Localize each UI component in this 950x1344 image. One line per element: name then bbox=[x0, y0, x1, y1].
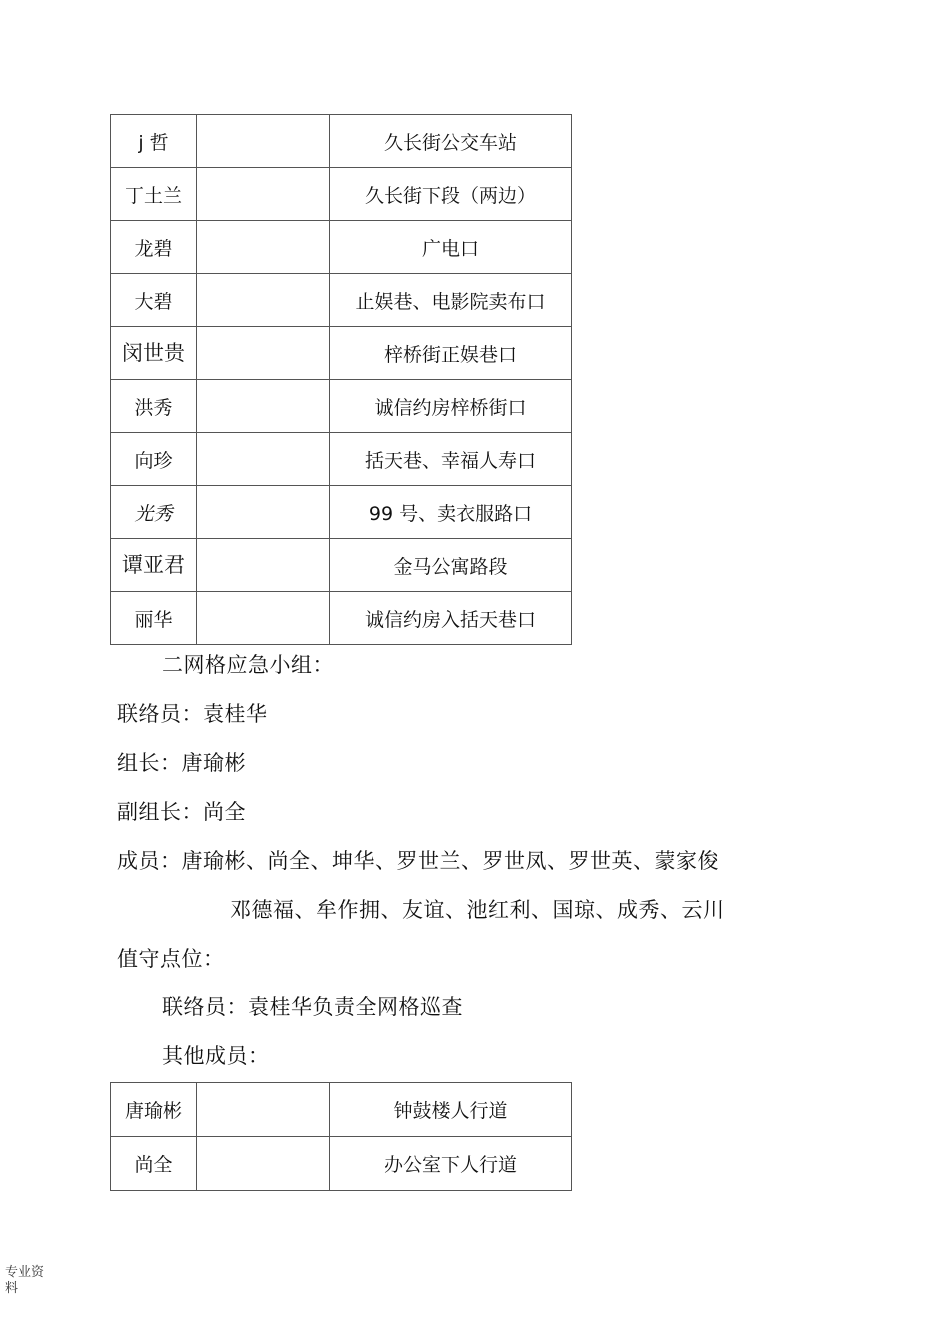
table-row bbox=[111, 539, 572, 592]
table-row bbox=[111, 486, 572, 539]
blank-cell bbox=[197, 539, 330, 592]
table-row bbox=[111, 1137, 572, 1191]
table-row bbox=[111, 592, 572, 645]
name-cell: 唐瑜彬 bbox=[111, 1083, 197, 1137]
leader-line: 组长：唐瑜彬 bbox=[117, 751, 246, 775]
liaison-duty-line: 联络员：袁桂华负责全网格巡查 bbox=[162, 995, 463, 1019]
location-cell: 诚信约房梓桥街口 bbox=[330, 380, 572, 433]
table-row bbox=[111, 1083, 572, 1137]
footer-line-2: 料 bbox=[5, 1281, 19, 1296]
table-row bbox=[111, 380, 572, 433]
blank-cell bbox=[197, 221, 330, 274]
blank-cell bbox=[197, 168, 330, 221]
table-row bbox=[111, 115, 572, 168]
blank-cell bbox=[197, 1083, 330, 1137]
name-cell: 龙碧 bbox=[111, 221, 197, 274]
blank-cell bbox=[197, 327, 330, 380]
location-cell: 括天巷、幸福人寿口 bbox=[330, 433, 572, 486]
table-row bbox=[111, 168, 572, 221]
table-row bbox=[111, 433, 572, 486]
blank-cell bbox=[197, 433, 330, 486]
members-line-2: 邓德福、牟作拥、友谊、池红利、国琼、成秀、云川 bbox=[230, 898, 725, 922]
blank-cell bbox=[197, 380, 330, 433]
name-cell: j 哲 bbox=[111, 115, 197, 168]
location-cell: 止娱巷、电影院卖布口 bbox=[330, 274, 572, 327]
name-cell: 尚全 bbox=[111, 1137, 197, 1191]
name-cell: 光秀 bbox=[111, 486, 197, 539]
location-cell: 久长街下段（两边） bbox=[330, 168, 572, 221]
posts-heading: 值守点位： bbox=[117, 947, 225, 971]
blank-cell bbox=[197, 486, 330, 539]
name-cell: 闵世贵 bbox=[111, 327, 197, 380]
location-cell: 99 号、卖衣服路口 bbox=[330, 486, 572, 539]
members-line-1: 成员：唐瑜彬、尚全、坤华、罗世兰、罗世凤、罗世英、蒙家俊 bbox=[117, 849, 719, 873]
table-row bbox=[111, 221, 572, 274]
footer-line-1: 专业资 bbox=[5, 1265, 45, 1280]
name-cell: 丽华 bbox=[111, 592, 197, 645]
name-cell: 谭亚君 bbox=[111, 539, 197, 592]
deputy-line: 副组长：尚全 bbox=[117, 800, 246, 824]
blank-cell bbox=[197, 274, 330, 327]
name-cell: 洪秀 bbox=[111, 380, 197, 433]
location-cell: 梓桥街正娱巷口 bbox=[330, 327, 572, 380]
name-cell: 大碧 bbox=[111, 274, 197, 327]
table-row bbox=[111, 274, 572, 327]
location-cell: 办公室下人行道 bbox=[330, 1137, 572, 1191]
table-row bbox=[111, 327, 572, 380]
blank-cell bbox=[197, 115, 330, 168]
location-cell: 钟鼓楼人行道 bbox=[330, 1083, 572, 1137]
location-cell: 久长街公交车站 bbox=[330, 115, 572, 168]
blank-cell bbox=[197, 1137, 330, 1191]
duty-table-1 bbox=[110, 114, 572, 645]
liaison-line: 联络员：袁桂华 bbox=[117, 702, 268, 726]
footer-note bbox=[5, 1265, 44, 1297]
others-heading: 其他成员： bbox=[162, 1044, 270, 1068]
location-cell: 诚信约房入括天巷口 bbox=[330, 592, 572, 645]
location-cell: 金马公寓路段 bbox=[330, 539, 572, 592]
name-cell: 向珍 bbox=[111, 433, 197, 486]
duty-table-2 bbox=[110, 1082, 572, 1191]
group-heading: 二网格应急小组： bbox=[162, 653, 334, 677]
blank-cell bbox=[197, 592, 330, 645]
location-cell: 广电口 bbox=[330, 221, 572, 274]
name-cell: 丁土兰 bbox=[111, 168, 197, 221]
